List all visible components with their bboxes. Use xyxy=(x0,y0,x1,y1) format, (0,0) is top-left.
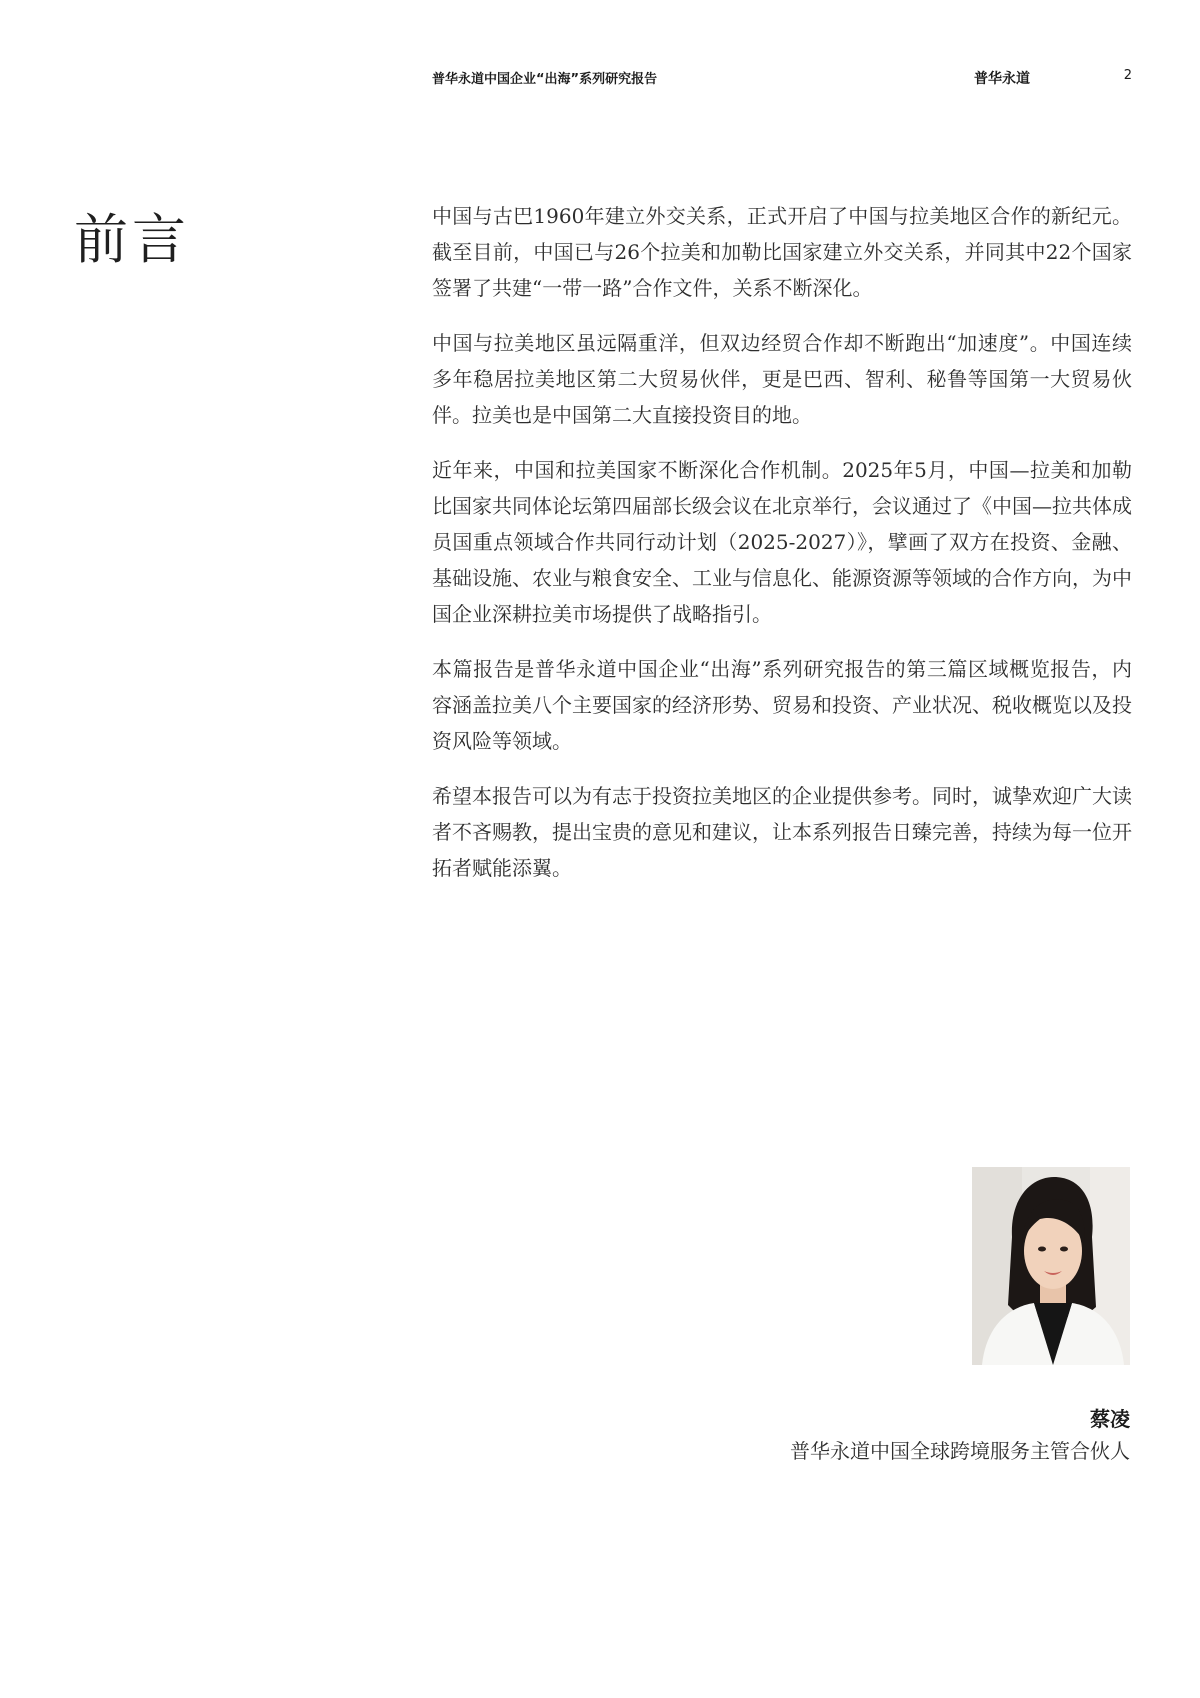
brand-logo-text: 普华永道 xyxy=(974,71,1030,87)
author-portrait xyxy=(972,1167,1130,1365)
paragraph-3: 近年来，中国和拉美国家不断深化合作机制。2025年5月，中国—拉美和加勒比国家共同体论坛第四届部长级会议在北京举行，会议通过了《中国—拉共体成员国重点领域合作共同行动计划（2025-2027）》，擘画了双方在投资、金融、基础设施、农业与粮食安全、工业与信息化、能源资源等领域的合作方向，为中国企业深耕拉美市场提供了战略指引。 xyxy=(432,458,1132,626)
paragraph-5: 希望本报告可以为有志于投资拉美地区的企业提供参考。同时，诚挚欢迎广大读者不吝赐教，提出宝贵的意见和建议，让本系列报告日臻完善，持续为每一位开拓者赋能添翼。 xyxy=(432,784,1132,880)
paragraph-4: 本篇报告是普华永道中国企业“出海”系列研究报告的第三篇区域概览报告，内容涵盖拉美八个主要国家的经济形势、贸易和投资、产业状况、税收概览以及投资风险等领域。 xyxy=(432,657,1132,753)
page-number: 2 xyxy=(1123,68,1132,83)
report-series-title: 普华永道中国企业“出海”系列研究报告 xyxy=(432,72,658,87)
author-name: 蔡凌 xyxy=(1090,1407,1130,1431)
page-header xyxy=(432,68,1132,90)
portrait-illustration xyxy=(972,1167,1130,1365)
preface-body xyxy=(432,198,1132,905)
signature-block xyxy=(790,1404,1130,1468)
author-title: 普华永道中国全球跨境服务主管合伙人 xyxy=(790,1439,1130,1463)
paragraph-1: 中国与古巴1960年建立外交关系，正式开启了中国与拉美地区合作的新纪元。截至目前，中国已与26个拉美和加勒比国家建立外交关系，并同其中22个国家签署了共建“一带一路”合作文件，关系不断深化。 xyxy=(432,204,1132,300)
paragraph-2: 中国与拉美地区虽远隔重洋，但双边经贸合作却不断跑出“加速度”。中国连续多年稳居拉美地区第二大贸易伙伴，更是巴西、智利、秘鲁等国第一大贸易伙伴。拉美也是中国第二大直接投资目的地。 xyxy=(432,331,1132,427)
section-title: 前言 xyxy=(74,208,190,271)
